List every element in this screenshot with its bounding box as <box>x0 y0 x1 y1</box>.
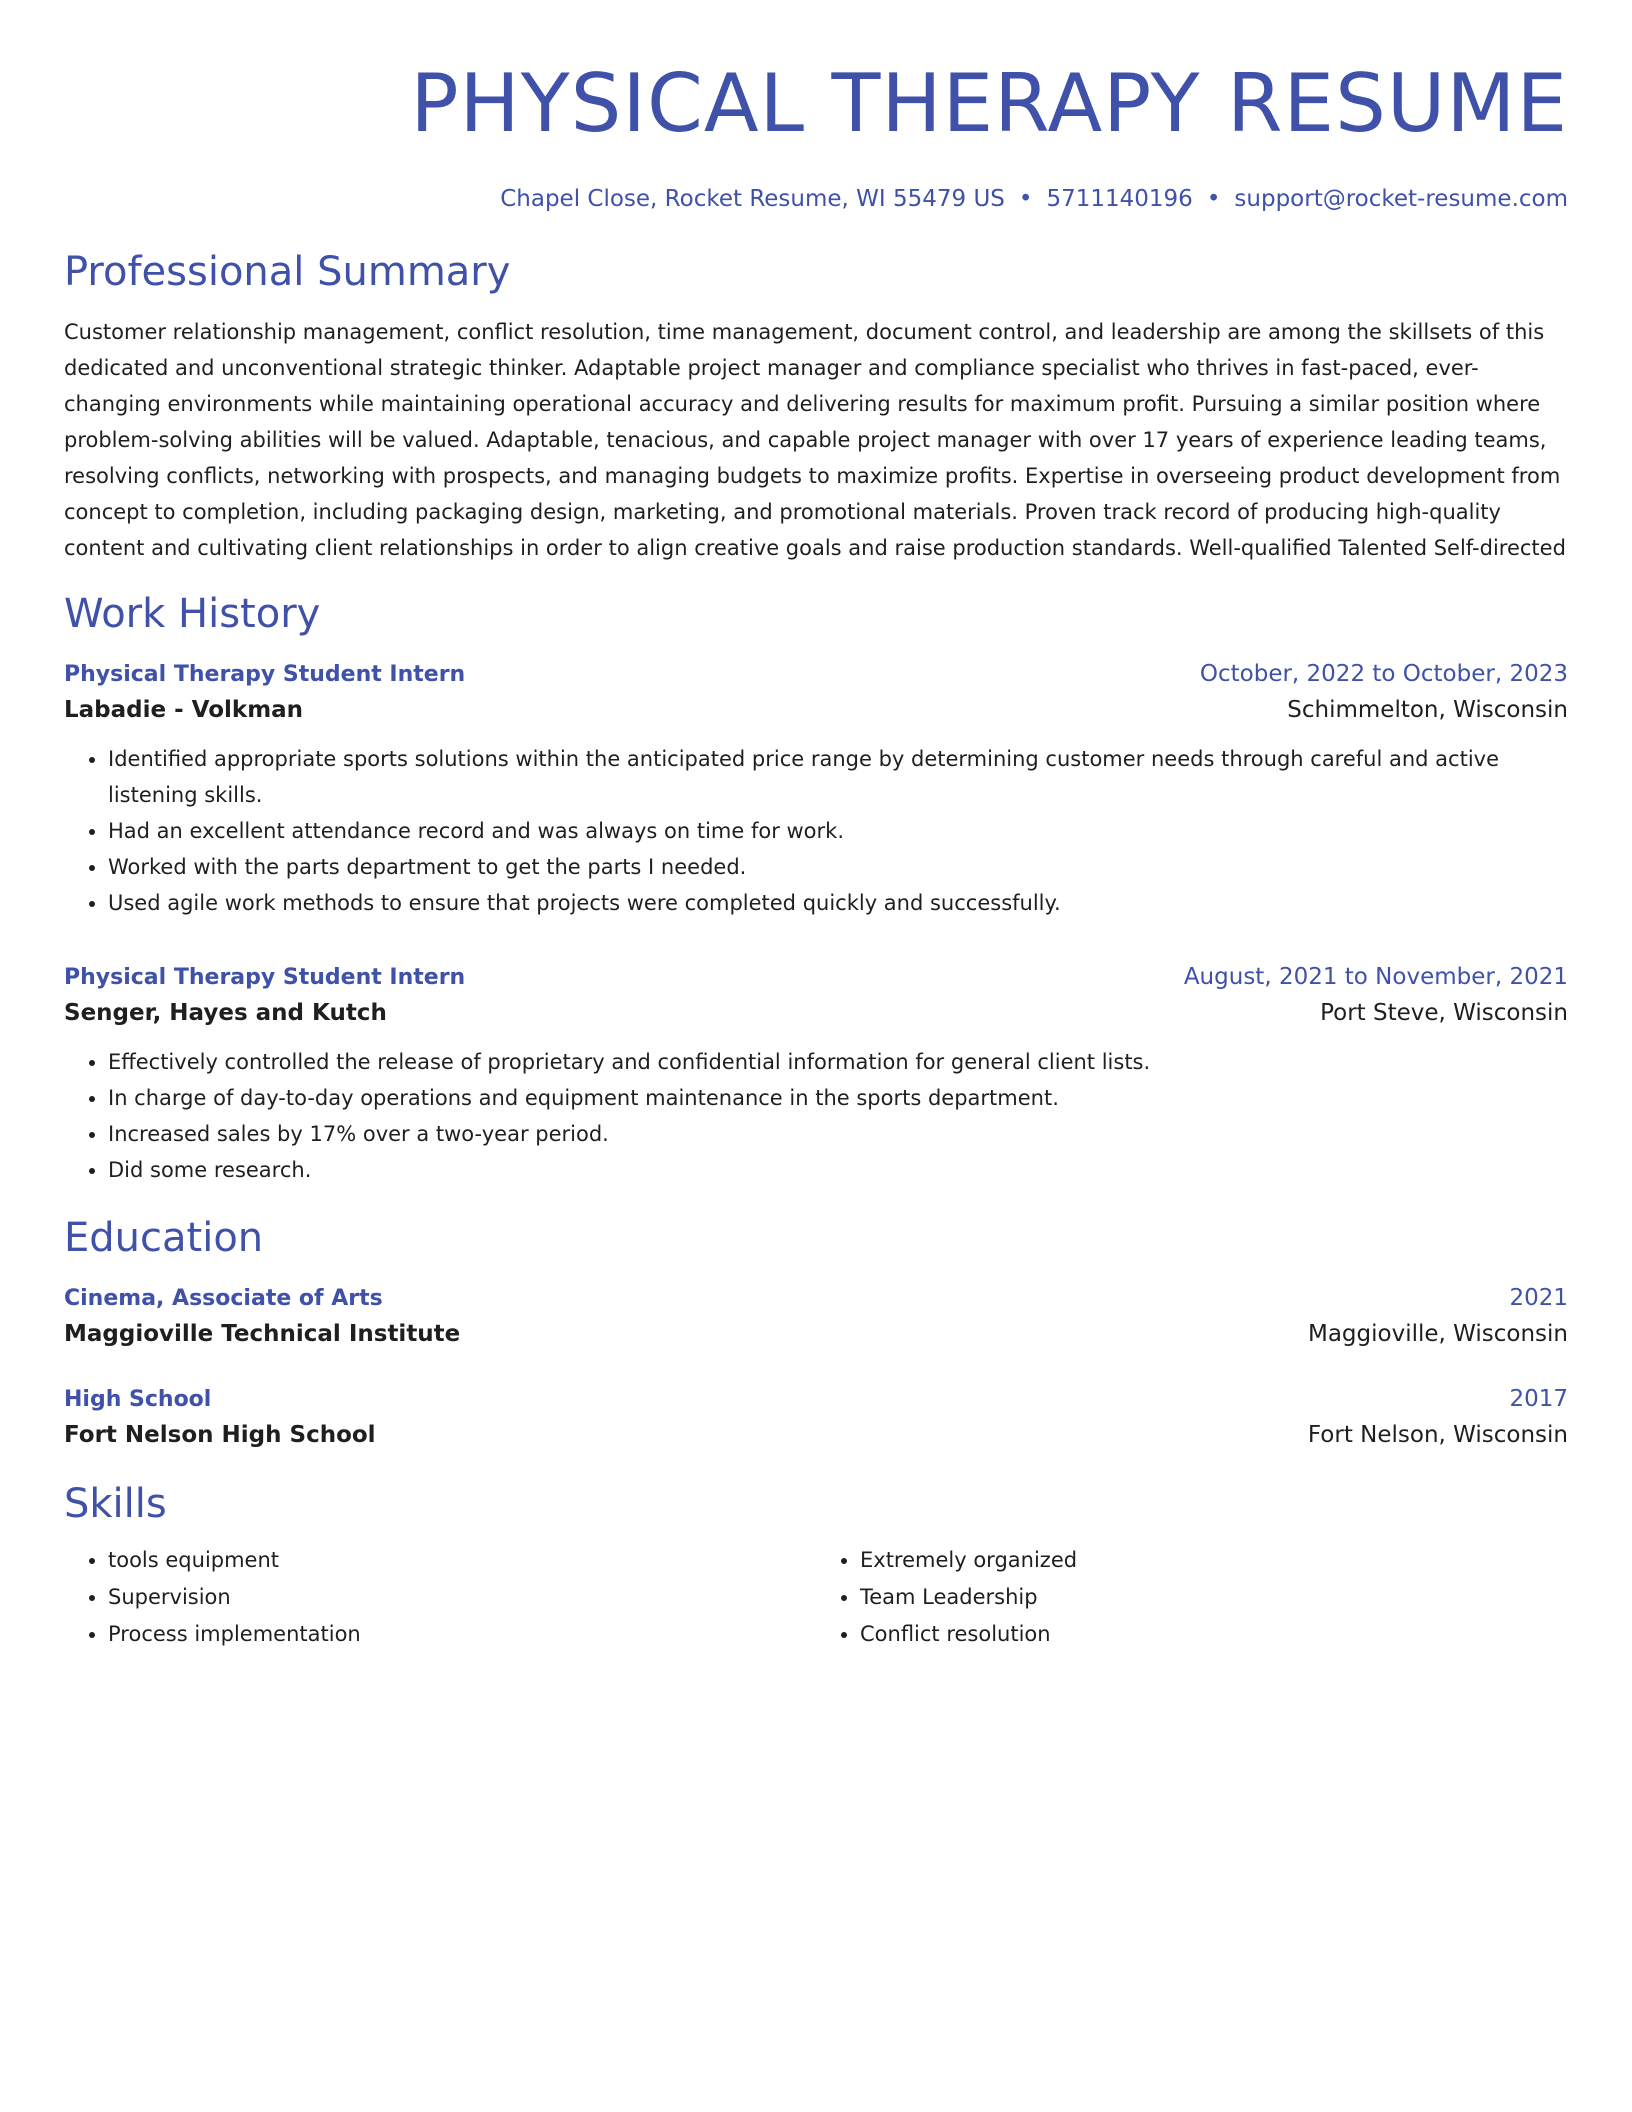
job-role: Physical Therapy Student Intern <box>64 662 466 687</box>
education-degree-row <box>64 1282 1568 1315</box>
job-company: Labadie - Volkman <box>64 697 304 723</box>
contact-line <box>64 184 1568 214</box>
skill-item: • Process implementation <box>108 1616 816 1653</box>
job-title-row <box>64 961 1568 994</box>
skills-list-right <box>816 1542 1568 1653</box>
contact-separator: • <box>1018 186 1033 212</box>
job-location: Port Steve, Wisconsin <box>1320 1000 1568 1026</box>
education-degree: High School <box>64 1387 212 1412</box>
job-bullet: • In charge of day-to-day operations and equipment maintenance in the sports department. <box>108 1080 1568 1116</box>
job-bullet-list <box>64 741 1568 921</box>
education-school: Fort Nelson High School <box>64 1422 376 1448</box>
job-bullet: • Had an excellent attendance record and was always on time for work. <box>108 813 1568 849</box>
education-degree: Cinema, Associate of Arts <box>64 1286 383 1311</box>
job-role: Physical Therapy Student Intern <box>64 965 466 990</box>
job-bullet: • Effectively controlled the release of proprietary and confidential information for general client lists. <box>108 1044 1568 1080</box>
education-section <box>64 1214 1568 1454</box>
work-history-heading: Work History <box>64 591 321 637</box>
job-bullet: • Increased sales by 17% over a two-year period. <box>108 1116 1568 1152</box>
contact-email: support@rocket-resume.com <box>1234 186 1568 212</box>
education-school: Maggioville Technical Institute <box>64 1321 461 1347</box>
resume-header <box>64 56 1568 214</box>
skill-item: • tools equipment <box>108 1542 816 1579</box>
job-bullet: • Identified appropriate sports solutions within the anticipated price range by determining customer needs through careful and active listening skills. <box>108 741 1568 813</box>
skill-item: • Extremely organized <box>860 1542 1568 1579</box>
skills-heading: Skills <box>64 1481 167 1527</box>
job-bullet: • Did some research. <box>108 1152 1568 1188</box>
skills-grid <box>64 1542 1568 1653</box>
job-dates: October, 2022 to October, 2023 <box>1199 661 1568 687</box>
skills-section <box>64 1480 1568 1653</box>
education-year: 2017 <box>1509 1386 1568 1412</box>
education-location: Maggioville, Wisconsin <box>1307 1321 1568 1347</box>
education-degree-row <box>64 1383 1568 1416</box>
education-entry <box>64 1282 1568 1353</box>
job-bullet: • Used agile work methods to ensure that projects were completed quickly and successfully. <box>108 885 1568 921</box>
job-company-row <box>64 691 1568 729</box>
work-history-section <box>64 590 1568 1188</box>
contact-separator: • <box>1206 186 1221 212</box>
summary-section <box>64 248 1568 566</box>
education-location: Fort Nelson, Wisconsin <box>1307 1422 1568 1448</box>
job-entry <box>64 658 1568 921</box>
skill-item: • Conflict resolution <box>860 1616 1568 1653</box>
job-bullet: • Worked with the parts department to get the parts I needed. <box>108 849 1568 885</box>
skills-list-left <box>64 1542 816 1653</box>
education-heading: Education <box>64 1215 264 1261</box>
education-school-row <box>64 1416 1568 1454</box>
job-company: Senger, Hayes and Kutch <box>64 1000 387 1026</box>
job-entry <box>64 961 1568 1188</box>
contact-phone: 5711140196 <box>1046 186 1193 212</box>
job-location: Schimmelton, Wisconsin <box>1287 697 1568 723</box>
job-bullet-list <box>64 1044 1568 1188</box>
resume-title: PHYSICAL THERAPY RESUME <box>410 57 1568 150</box>
summary-heading: Professional Summary <box>64 249 511 295</box>
job-title-row <box>64 658 1568 691</box>
skill-item: • Team Leadership <box>860 1579 1568 1616</box>
skill-item: • Supervision <box>108 1579 816 1616</box>
job-company-row <box>64 994 1568 1032</box>
contact-address: Chapel Close, Rocket Resume, WI 55479 US <box>500 186 1005 212</box>
education-entry <box>64 1383 1568 1454</box>
education-year: 2021 <box>1509 1285 1568 1311</box>
education-school-row <box>64 1315 1568 1353</box>
summary-text: Customer relationship management, conflict resolution, time management, document control, and leadership are among the skillsets of this dedicated and unconventional strategic thinker. Adaptable project manager and compliance specialist who thrives in fast-paced, ever-changing environments while maintaining operational accuracy and delivering results for maximum profit. Pursuing a similar position where problem-solving abilities will be valued. Adaptable, tenacious, and capable project manager with over 17 years of experience leading teams, resolving conflicts, networking with prospects, and managing budgets to maximize profits. Expertise in overseeing product development from concept to completion, including packaging design, marketing, and promotional materials. Proven track record of producing high-quality content and cultivating client relationships in order to align creative goals and raise production standards. Well-qualified Talented Self-directed <box>64 320 1566 560</box>
job-dates: August, 2021 to November, 2021 <box>1183 964 1568 990</box>
